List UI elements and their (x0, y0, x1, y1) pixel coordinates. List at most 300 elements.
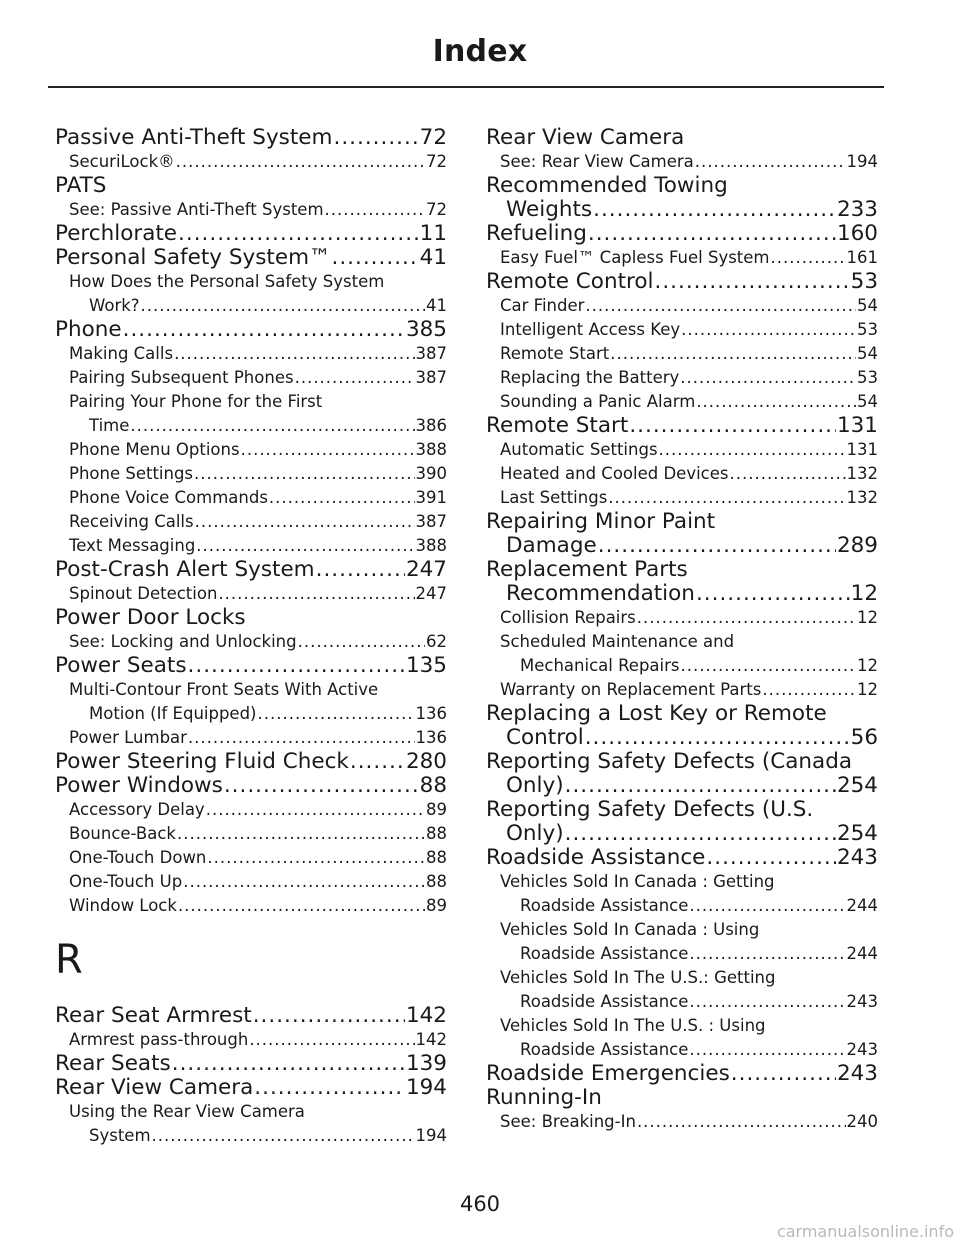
index-entry-row (55, 654, 447, 678)
entry-page: 139 (405, 1051, 447, 1076)
dot-leader (655, 270, 850, 294)
dot-leader (178, 894, 425, 918)
entry-text: Last Settings (500, 488, 608, 507)
dot-leader (269, 486, 415, 510)
index-entry-row (55, 126, 447, 150)
entry-page: 194 (405, 1075, 447, 1100)
entry-text: Text Messaging (69, 536, 196, 555)
entry-text: Window Lock (69, 896, 177, 915)
index-subentry[interactable] (55, 438, 447, 462)
page-title: Index (432, 34, 528, 69)
index-entry-row (69, 702, 447, 726)
index-heading[interactable] (486, 126, 878, 150)
entry-text: Accessory Delay (69, 800, 205, 819)
index-entry-row (500, 366, 878, 390)
index-heading[interactable] (55, 1076, 447, 1100)
entry-text: Remote Start (500, 344, 610, 363)
index-heading[interactable] (486, 1062, 878, 1086)
entry-text: Running-In (486, 1085, 602, 1110)
dot-leader (188, 726, 415, 750)
dot-leader (350, 750, 405, 774)
dot-leader (177, 822, 425, 846)
dot-leader (706, 846, 836, 870)
index-entry-row (69, 822, 447, 846)
entry-page: 247 (405, 557, 447, 582)
entry-text: Work? (89, 296, 140, 315)
entry-text: Replacement Parts (486, 557, 688, 582)
dot-leader (298, 630, 425, 654)
entry-page: 388 (415, 536, 447, 555)
index-subentry[interactable] (55, 1028, 447, 1052)
entry-text: Personal Safety System™ (55, 245, 331, 270)
dot-leader (253, 1004, 405, 1028)
entry-page: 54 (857, 392, 878, 411)
entry-page: 387 (415, 512, 447, 531)
index-subentry[interactable] (55, 726, 447, 750)
index-entry-row (486, 582, 878, 606)
entry-text: Passive Anti-Theft System (55, 125, 333, 150)
index-subentry[interactable] (486, 678, 878, 702)
dot-leader (637, 606, 856, 630)
entry-text: Power Windows (55, 773, 223, 798)
dot-leader (141, 294, 425, 318)
entry-text: Collision Repairs (500, 608, 636, 627)
index-entry-row (55, 1076, 447, 1100)
index-heading[interactable] (55, 750, 447, 774)
entry-text: Scheduled Maintenance and (500, 632, 735, 651)
index-entry-row (486, 414, 878, 438)
entry-text: Refueling (486, 221, 587, 246)
dot-leader (333, 126, 418, 150)
index-subentry[interactable] (55, 486, 447, 510)
entry-text: System (89, 1126, 151, 1145)
entry-text: Power Door Locks (55, 605, 246, 630)
page-number: 460 (459, 1192, 501, 1216)
entry-text: One-Touch Down (69, 848, 207, 867)
index-entry-row (486, 726, 878, 750)
index-entry-row (69, 534, 447, 558)
index-heading[interactable] (55, 174, 447, 198)
dot-leader (681, 318, 856, 342)
dot-leader (325, 198, 425, 222)
index-heading[interactable] (486, 702, 878, 750)
dot-leader (152, 1124, 415, 1148)
entry-text: Only) (506, 821, 564, 846)
index-subentry[interactable] (486, 318, 878, 342)
index-entry-row (55, 222, 447, 246)
watermark: carmanualsonline.info (776, 1222, 954, 1241)
entry-text: See: Rear View Camera (500, 152, 694, 171)
dot-leader (608, 486, 845, 510)
index-subentry[interactable] (486, 966, 878, 1014)
index-entry-row (500, 894, 878, 918)
entry-page: 385 (405, 317, 447, 342)
index-entry-row (69, 294, 447, 318)
dot-leader (130, 414, 414, 438)
section-letter: R (55, 937, 83, 983)
index-heading[interactable] (486, 750, 878, 798)
index-entry-row (486, 270, 878, 294)
entry-page: 160 (836, 221, 878, 246)
entry-text: One-Touch Up (69, 872, 183, 891)
entry-text: Only) (506, 773, 564, 798)
index-entry-row (500, 942, 878, 966)
index-subentry[interactable] (55, 342, 447, 366)
entry-text: Replacing the Battery (500, 368, 680, 387)
index-entry-row (69, 366, 447, 390)
entry-text: Reporting Safety Defects (U.S. (486, 797, 814, 822)
index-heading[interactable] (55, 558, 447, 582)
index-entry-row (69, 630, 447, 654)
entry-text: Phone Voice Commands (69, 488, 268, 507)
index-subentry[interactable] (55, 510, 447, 534)
entry-text: Receiving Calls (69, 512, 194, 531)
entry-page: 72 (419, 125, 447, 150)
entry-page: 72 (426, 152, 447, 171)
entry-page: 54 (857, 296, 878, 315)
index-heading[interactable] (486, 510, 878, 558)
index-subentry[interactable] (55, 630, 447, 654)
index-entry-row (69, 510, 447, 534)
entry-text: Intelligent Access Key (500, 320, 681, 339)
entry-text: Vehicles Sold In Canada : Using (500, 920, 760, 939)
entry-page: 72 (426, 200, 447, 219)
index-entry-row (69, 150, 447, 174)
index-subentry[interactable] (55, 270, 447, 318)
dot-leader (585, 294, 856, 318)
index-heading[interactable] (486, 222, 878, 246)
dot-leader (730, 462, 846, 486)
dot-leader (637, 1110, 846, 1134)
dot-leader (689, 894, 845, 918)
index-entry-row (500, 342, 878, 366)
dot-leader (188, 654, 405, 678)
entry-page: 243 (836, 1061, 878, 1086)
dot-leader (681, 654, 856, 678)
entry-page: 89 (426, 896, 447, 915)
dot-leader (696, 582, 850, 606)
index-entry-row (500, 606, 878, 630)
index-subentry[interactable] (486, 1014, 878, 1062)
index-heading[interactable] (486, 846, 878, 870)
entry-text: Reporting Safety Defects (Canada (486, 749, 853, 774)
index-heading[interactable] (486, 270, 878, 294)
index-entry-row (500, 654, 878, 678)
index-subentry[interactable] (55, 534, 447, 558)
index-heading[interactable] (55, 774, 447, 798)
entry-page: 387 (415, 344, 447, 363)
index-entry-row (69, 870, 447, 894)
dot-leader (689, 942, 845, 966)
index-subentry[interactable] (55, 150, 447, 174)
entry-text: Power Seats (55, 653, 187, 678)
entry-page: 387 (415, 368, 447, 387)
entry-page: 247 (415, 584, 447, 603)
dot-leader (178, 222, 419, 246)
entry-page: 41 (426, 296, 447, 315)
entry-page: 54 (857, 344, 878, 363)
index-entry-row (500, 318, 878, 342)
entry-text: See: Locking and Unlocking (69, 632, 297, 651)
index-entry-row (69, 462, 447, 486)
entry-text: Rear Seats (55, 1051, 171, 1076)
entry-page: 135 (405, 653, 447, 678)
dot-leader (696, 390, 856, 414)
index-column-right (486, 126, 878, 1134)
index-subentry[interactable] (486, 870, 878, 918)
dot-leader (224, 774, 419, 798)
entry-page: 254 (836, 773, 878, 798)
dot-leader (585, 726, 850, 750)
entry-text: Power Steering Fluid Check (55, 749, 349, 774)
entry-page: 88 (426, 848, 447, 867)
entry-page: 12 (857, 608, 878, 627)
entry-text: Spinout Detection (69, 584, 218, 603)
index-subentry[interactable] (55, 198, 447, 222)
dot-leader (254, 1076, 405, 1100)
index-subentry[interactable] (486, 486, 878, 510)
index-entry-row (69, 438, 447, 462)
dot-leader (689, 990, 845, 1014)
entry-page: 88 (426, 872, 447, 891)
entry-text: Replacing a Lost Key or Remote (486, 701, 827, 726)
entry-text: Sounding a Panic Alarm (500, 392, 696, 411)
index-entry-row (500, 1110, 878, 1134)
entry-text: Armrest pass-through (69, 1030, 249, 1049)
dot-leader (593, 198, 836, 222)
entry-page: 244 (846, 944, 878, 963)
entry-text: Motion (If Equipped) (89, 704, 257, 723)
entry-text: Roadside Assistance (520, 1040, 689, 1059)
entry-text: Warranty on Replacement Parts (500, 680, 762, 699)
dot-leader (316, 558, 405, 582)
index-entry-row (69, 198, 447, 222)
entry-text: Control (506, 725, 584, 750)
index-entry-row (55, 558, 447, 582)
dot-leader (194, 462, 414, 486)
entry-page: 132 (846, 464, 878, 483)
entry-text: Multi-Contour Front Seats With Active (69, 680, 379, 699)
index-subentry[interactable] (55, 462, 447, 486)
entry-text: Vehicles Sold In The U.S. : Using (500, 1016, 766, 1035)
index-subentry[interactable] (486, 366, 878, 390)
entry-text: Pairing Your Phone for the First (69, 392, 323, 411)
dot-leader (695, 150, 846, 174)
entry-text: Damage (506, 533, 597, 558)
index-entry-row (500, 294, 878, 318)
dot-leader (610, 342, 856, 366)
index-entry-row (500, 438, 878, 462)
index-entry-row (500, 150, 878, 174)
entry-text: Roadside Assistance (486, 845, 706, 870)
index-subentry[interactable] (486, 294, 878, 318)
dot-leader (680, 366, 856, 390)
dot-leader (196, 534, 414, 558)
index-entry-row (69, 798, 447, 822)
entry-text: Weights (506, 197, 593, 222)
index-subentry[interactable] (55, 582, 447, 606)
index-subentry[interactable] (486, 462, 878, 486)
entry-text: Bounce-Back (69, 824, 176, 843)
entry-text: Remote Start (486, 413, 629, 438)
entry-text: Vehicles Sold In Canada : Getting (500, 872, 775, 891)
entry-text: Phone Menu Options (69, 440, 240, 459)
entry-text: See: Passive Anti-Theft System (69, 200, 324, 219)
index-subentry[interactable] (486, 246, 878, 270)
dot-leader (206, 798, 425, 822)
index-entry-row (486, 1062, 878, 1086)
index-column-left (55, 126, 447, 1148)
entry-page: 280 (405, 749, 447, 774)
index-heading[interactable] (55, 606, 447, 630)
index-entry-row (69, 1028, 447, 1052)
entry-page: 53 (857, 320, 878, 339)
entry-text: SecuriLock® (69, 152, 175, 171)
title-divider (48, 86, 884, 88)
entry-page: 194 (846, 152, 878, 171)
entry-page: 89 (426, 800, 447, 819)
index-heading[interactable] (55, 246, 447, 270)
entry-text: Rear Seat Armrest (55, 1003, 252, 1028)
entry-page: 41 (419, 245, 447, 270)
index-entry-row (486, 198, 878, 222)
dot-leader (176, 150, 425, 174)
index-subentry[interactable] (486, 438, 878, 462)
entry-page: 136 (415, 728, 447, 747)
entry-page: 136 (415, 704, 447, 723)
entry-text: Roadside Assistance (520, 992, 689, 1011)
entry-text: Power Lumbar (69, 728, 187, 747)
index-heading[interactable] (486, 558, 878, 606)
index-heading[interactable] (486, 798, 878, 846)
entry-page: 233 (836, 197, 878, 222)
index-subentry[interactable] (486, 1110, 878, 1134)
index-heading[interactable] (55, 126, 447, 150)
entry-page: 243 (836, 845, 878, 870)
index-heading[interactable] (55, 1004, 447, 1028)
entry-page: 243 (846, 992, 878, 1011)
index-entry-row (69, 846, 447, 870)
dot-leader (218, 582, 414, 606)
index-entry-row (500, 390, 878, 414)
entry-page: 53 (857, 368, 878, 387)
entry-text: Rear View Camera (486, 125, 685, 150)
index-heading[interactable] (486, 414, 878, 438)
index-subentry[interactable] (55, 798, 447, 822)
entry-page: 12 (857, 656, 878, 675)
entry-page: 12 (857, 680, 878, 699)
dot-leader (771, 246, 846, 270)
entry-page: 142 (405, 1003, 447, 1028)
index-entry-row (69, 894, 447, 918)
index-entry-row (500, 1038, 878, 1062)
index-heading[interactable] (55, 318, 447, 342)
index-entry-row (69, 414, 447, 438)
dot-leader (565, 822, 836, 846)
index-entry-row (69, 582, 447, 606)
dot-leader (172, 1052, 405, 1076)
entry-page: 254 (836, 821, 878, 846)
index-heading[interactable] (486, 1086, 878, 1110)
entry-page: 390 (415, 464, 447, 483)
index-entry-row (486, 822, 878, 846)
entry-text: Phone (55, 317, 122, 342)
index-entry-row (55, 1004, 447, 1028)
index-subentry[interactable] (55, 822, 447, 846)
index-entry-row (55, 750, 447, 774)
index-subentry[interactable] (55, 366, 447, 390)
dot-leader (659, 438, 846, 462)
entry-text: Vehicles Sold In The U.S.: Getting (500, 968, 776, 987)
entry-text: Pairing Subsequent Phones (69, 368, 294, 387)
dot-leader (731, 1062, 836, 1086)
dot-leader (588, 222, 836, 246)
entry-text: Phone Settings (69, 464, 194, 483)
index-entry-row (500, 486, 878, 510)
index-subentry[interactable] (486, 390, 878, 414)
index-subentry[interactable] (55, 390, 447, 438)
index-entry-row (55, 246, 447, 270)
entry-text: Recommendation (506, 581, 695, 606)
entry-page: 132 (846, 488, 878, 507)
index-entry-row (69, 1124, 447, 1148)
dot-leader (762, 678, 856, 702)
index-subentry[interactable] (55, 1100, 447, 1148)
index-heading[interactable] (486, 174, 878, 222)
entry-page: 388 (415, 440, 447, 459)
entry-page: 56 (850, 725, 878, 750)
index-entry-row (500, 678, 878, 702)
entry-page: 244 (846, 896, 878, 915)
index-subentry[interactable] (55, 894, 447, 918)
index-subentry[interactable] (486, 918, 878, 966)
index-heading[interactable] (55, 1052, 447, 1076)
entry-page: 142 (415, 1030, 447, 1049)
index-heading[interactable] (55, 222, 447, 246)
index-entry-row (500, 246, 878, 270)
dot-leader (565, 774, 836, 798)
dot-leader (332, 246, 419, 270)
index-subentry[interactable] (486, 342, 878, 366)
dot-leader (295, 366, 415, 390)
entry-text: Making Calls (69, 344, 174, 363)
index-subentry[interactable] (486, 150, 878, 174)
index-subentry[interactable] (55, 870, 447, 894)
dot-leader (689, 1038, 845, 1062)
index-subentry[interactable] (486, 606, 878, 630)
entry-page: 240 (846, 1112, 878, 1131)
entry-text: Repairing Minor Paint (486, 509, 716, 534)
entry-text: Post-Crash Alert System (55, 557, 315, 582)
entry-text: Perchlorate (55, 221, 178, 246)
index-entry-row (486, 846, 878, 870)
dot-leader (629, 414, 836, 438)
index-subentry[interactable] (486, 630, 878, 678)
entry-text: Remote Control (486, 269, 654, 294)
entry-page: 88 (419, 773, 447, 798)
index-heading[interactable] (55, 654, 447, 678)
entry-text: Time (89, 416, 130, 435)
entry-text: Rear View Camera (55, 1075, 254, 1100)
index-entry-row (69, 486, 447, 510)
entry-text: Using the Rear View Camera (69, 1102, 305, 1121)
index-subentry[interactable] (55, 678, 447, 726)
entry-page: 289 (836, 533, 878, 558)
dot-leader (207, 846, 425, 870)
entry-text: Mechanical Repairs (520, 656, 680, 675)
index-entry-row (500, 990, 878, 1014)
index-subentry[interactable] (55, 846, 447, 870)
